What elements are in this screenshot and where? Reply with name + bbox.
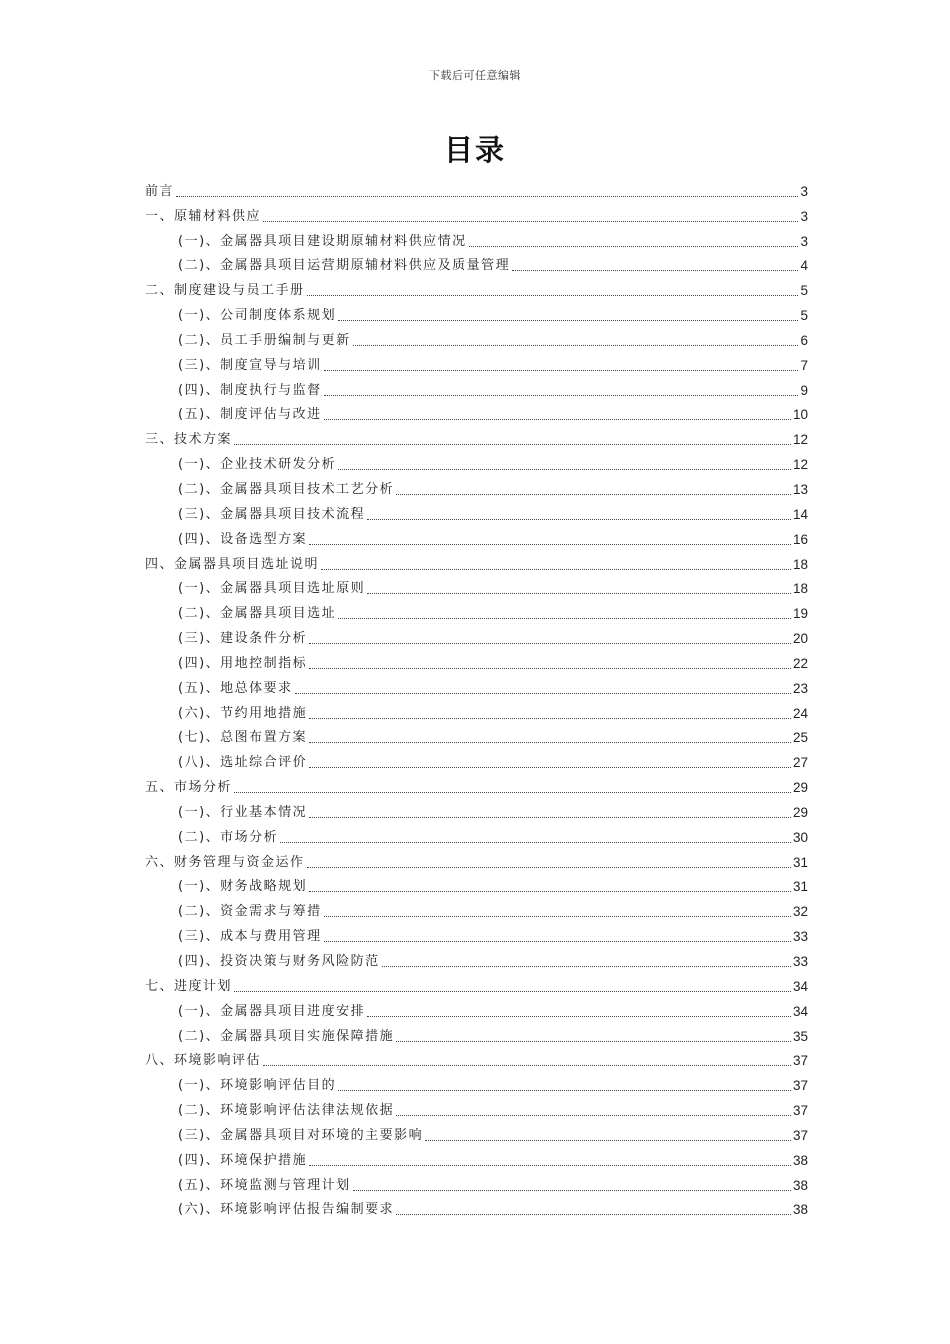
- toc-entry-page-number: 31: [792, 854, 808, 870]
- toc-dot-leader: [234, 991, 791, 992]
- toc-dot-leader: [324, 916, 791, 917]
- toc-entry[interactable]: [145, 175, 808, 200]
- toc-entry-page-number: 7: [800, 357, 808, 373]
- toc-entry-text: (二)、金属器具项目实施保障措施: [178, 1028, 395, 1044]
- toc-entry-text: 三、技术方案: [145, 432, 233, 448]
- toc-entry-page-number: 18: [792, 556, 808, 572]
- toc-dot-leader: [176, 196, 798, 197]
- toc-entry-page-number: 4: [800, 258, 808, 274]
- toc-entry[interactable]: [145, 622, 808, 647]
- header-note: 下载后可任意编辑: [429, 69, 521, 82]
- toc-entry-text: (二)、员工手册编制与更新: [178, 332, 351, 348]
- toc-entry[interactable]: [145, 846, 808, 871]
- toc-entry[interactable]: [145, 1094, 808, 1119]
- toc-entry-page-number: 13: [792, 481, 808, 497]
- toc-entry-page-number: 37: [792, 1127, 808, 1143]
- toc-dot-leader: [309, 742, 791, 743]
- toc-entry[interactable]: [145, 1045, 808, 1070]
- toc-entry-text: (二)、资金需求与筹措: [178, 904, 322, 920]
- toc-dot-leader: [309, 1165, 791, 1166]
- toc-entry-text: (四)、制度执行与监督: [178, 382, 322, 398]
- toc-entry-page-number: 38: [792, 1152, 808, 1168]
- toc-entry-text: (二)、市场分析: [178, 829, 279, 845]
- toc-entry-text: 一、原辅材料供应: [145, 208, 262, 224]
- toc-entry-page-number: 5: [800, 283, 808, 299]
- toc-entry-text: 七、进度计划: [145, 978, 233, 994]
- toc-entry-page-number: 38: [792, 1202, 808, 1218]
- toc-entry-page-number: 37: [792, 1053, 808, 1069]
- toc-entry[interactable]: [145, 374, 808, 399]
- toc-dot-leader: [396, 494, 791, 495]
- toc-dot-leader: [234, 792, 791, 793]
- toc-entry-text: 六、财务管理与资金运作: [145, 854, 305, 870]
- toc-entry[interactable]: [145, 349, 808, 374]
- toc-dot-leader: [307, 295, 799, 296]
- toc-entry-text: (二)、环境影响评估法律法规依据: [178, 1103, 395, 1119]
- toc-entry[interactable]: [145, 871, 808, 896]
- toc-entry[interactable]: [145, 523, 808, 548]
- toc-dot-leader: [338, 1090, 791, 1091]
- toc-entry-page-number: 5: [800, 308, 808, 324]
- toc-entry[interactable]: [145, 448, 808, 473]
- toc-entry-text: (一)、金属器具项目选址原则: [178, 581, 366, 597]
- toc-entry-text: 五、市场分析: [145, 780, 233, 796]
- toc-entry[interactable]: [145, 498, 808, 523]
- toc-dot-leader: [425, 1140, 791, 1141]
- toc-entry-text: (三)、成本与费用管理: [178, 929, 322, 945]
- toc-entry-page-number: 16: [792, 531, 808, 547]
- toc-dot-leader: [338, 320, 798, 321]
- toc-entry[interactable]: [145, 274, 808, 299]
- toc-dot-leader: [309, 718, 791, 719]
- toc-entry-text: (一)、财务战略规划: [178, 879, 308, 895]
- toc-entry-page-number: 27: [792, 755, 808, 771]
- toc-entry-page-number: 37: [792, 1103, 808, 1119]
- toc-entry-page-number: 33: [792, 929, 808, 945]
- toc-entry-text: (三)、金属器具项目对环境的主要影响: [178, 1127, 424, 1143]
- toc-dot-leader: [338, 469, 791, 470]
- toc-dot-leader: [367, 519, 791, 520]
- toc-entry-text: (五)、地总体要求: [178, 680, 293, 696]
- toc-entry-page-number: 9: [800, 382, 808, 398]
- toc-entry-text: (四)、投资决策与财务风险防范: [178, 954, 380, 969]
- toc-entry-text: 八、环境影响评估: [145, 1053, 262, 1069]
- toc-entry[interactable]: [145, 970, 808, 995]
- toc-entry[interactable]: [145, 945, 808, 970]
- toc-dot-leader: [324, 395, 799, 396]
- toc-entry-text: (三)、金属器具项目技术流程: [178, 506, 366, 522]
- toc-dot-leader: [309, 767, 791, 768]
- toc-entry[interactable]: [145, 647, 808, 672]
- toc-dot-leader: [280, 842, 791, 843]
- toc-entry-text: 四、金属器具项目选址说明: [145, 556, 320, 572]
- toc-entry-page-number: 31: [792, 879, 808, 895]
- toc-entry-page-number: 12: [792, 457, 808, 473]
- toc-entry[interactable]: [145, 225, 808, 250]
- toc-entry[interactable]: [145, 299, 808, 324]
- toc-dot-leader: [309, 544, 791, 545]
- toc-dot-leader: [512, 270, 798, 271]
- toc-entry-text: (二)、金属器具项目选址: [178, 606, 337, 622]
- toc-entry-page-number: 35: [792, 1028, 808, 1044]
- toc-entry-text: (四)、环境保护措施: [178, 1152, 308, 1168]
- toc-entry-text: (五)、环境监测与管理计划: [178, 1177, 351, 1193]
- toc-entry-page-number: 32: [792, 904, 808, 920]
- toc-entry-page-number: 24: [792, 705, 808, 721]
- toc-dot-leader: [321, 569, 791, 570]
- toc-entry-page-number: 3: [800, 208, 808, 224]
- toc-entry[interactable]: [145, 1144, 808, 1169]
- toc-entry[interactable]: [145, 1194, 808, 1219]
- toc-dot-leader: [469, 246, 799, 247]
- table-of-contents: [145, 175, 808, 1218]
- toc-entry-page-number: 37: [792, 1078, 808, 1094]
- toc-dot-leader: [309, 643, 791, 644]
- toc-entry[interactable]: [145, 895, 808, 920]
- toc-title: 目录: [443, 133, 506, 167]
- toc-entry-text: 前言: [145, 183, 175, 199]
- toc-dot-leader: [382, 966, 791, 967]
- toc-entry[interactable]: [145, 1020, 808, 1045]
- toc-dot-leader: [307, 867, 791, 868]
- toc-entry[interactable]: [145, 821, 808, 846]
- toc-entry[interactable]: [145, 597, 808, 622]
- toc-dot-leader: [324, 941, 791, 942]
- toc-entry-text: (四)、设备选型方案: [178, 531, 308, 547]
- toc-entry-page-number: 3: [800, 233, 808, 249]
- toc-entry[interactable]: [145, 548, 808, 573]
- toc-entry-text: (三)、制度宣导与培训: [178, 357, 322, 373]
- toc-entry[interactable]: [145, 697, 808, 722]
- toc-entry-text: (一)、金属器具项目进度安排: [178, 1003, 366, 1019]
- toc-entry-text: (三)、建设条件分析: [178, 631, 308, 647]
- toc-entry[interactable]: [145, 746, 808, 771]
- toc-entry-text: (一)、企业技术研发分析: [178, 457, 337, 473]
- toc-entry-page-number: 23: [792, 680, 808, 696]
- toc-dot-leader: [396, 1041, 791, 1042]
- toc-entry-page-number: 22: [792, 655, 808, 671]
- toc-entry-text: (六)、环境影响评估报告编制要求: [178, 1202, 395, 1218]
- toc-entry-text: (八)、选址综合评价: [178, 755, 308, 771]
- toc-dot-leader: [367, 1016, 791, 1017]
- toc-dot-leader: [309, 891, 791, 892]
- toc-entry-page-number: 3: [800, 183, 808, 199]
- toc-entry-page-number: 18: [792, 581, 808, 597]
- toc-entry-page-number: 10: [792, 407, 808, 423]
- toc-dot-leader: [309, 817, 791, 818]
- toc-entry[interactable]: [145, 423, 808, 448]
- toc-entry-page-number: 34: [792, 978, 808, 994]
- toc-entry-page-number: 19: [792, 606, 808, 622]
- toc-entry[interactable]: [145, 672, 808, 697]
- toc-entry-page-number: 34: [792, 1003, 808, 1019]
- toc-entry[interactable]: [145, 1069, 808, 1094]
- toc-entry[interactable]: [145, 995, 808, 1020]
- toc-entry-text: (五)、制度评估与改进: [178, 407, 322, 423]
- toc-entry-text: (二)、金属器具项目技术工艺分析: [178, 481, 395, 497]
- toc-dot-leader: [309, 668, 791, 669]
- toc-entry-page-number: 38: [792, 1177, 808, 1193]
- toc-entry-page-number: 20: [792, 631, 808, 647]
- toc-dot-leader: [353, 1190, 791, 1191]
- toc-dot-leader: [263, 221, 798, 222]
- toc-entry-text: (一)、金属器具项目建设期原辅材料供应情况: [178, 233, 467, 249]
- toc-entry-page-number: 12: [792, 432, 808, 448]
- toc-entry[interactable]: [145, 250, 808, 275]
- toc-entry-text: 二、制度建设与员工手册: [145, 283, 305, 299]
- toc-entry[interactable]: [145, 796, 808, 821]
- toc-entry-page-number: 6: [800, 332, 808, 348]
- toc-dot-leader: [353, 345, 799, 346]
- toc-dot-leader: [396, 1115, 791, 1116]
- toc-entry[interactable]: [145, 473, 808, 498]
- toc-entry-page-number: 30: [792, 829, 808, 845]
- toc-entry[interactable]: [145, 573, 808, 598]
- toc-entry-page-number: 14: [792, 506, 808, 522]
- toc-entry-page-number: 29: [792, 804, 808, 820]
- toc-dot-leader: [295, 693, 791, 694]
- toc-entry-page-number: 25: [792, 730, 808, 746]
- toc-dot-leader: [263, 1065, 791, 1066]
- toc-dot-leader: [367, 593, 791, 594]
- toc-entry[interactable]: [145, 771, 808, 796]
- toc-dot-leader: [324, 419, 791, 420]
- toc-entry[interactable]: [145, 920, 808, 945]
- toc-entry-text: (二)、金属器具项目运营期原辅材料供应及质量管理: [178, 258, 511, 274]
- toc-dot-leader: [338, 618, 791, 619]
- toc-dot-leader: [234, 444, 791, 445]
- toc-entry[interactable]: [145, 200, 808, 225]
- toc-entry-text: (七)、总图布置方案: [178, 730, 308, 746]
- toc-entry[interactable]: [145, 1119, 808, 1144]
- toc-dot-leader: [324, 370, 799, 371]
- toc-entry-text: (一)、环境影响评估目的: [178, 1078, 337, 1094]
- toc-entry-page-number: 33: [792, 954, 808, 969]
- toc-entry[interactable]: [145, 399, 808, 424]
- toc-entry-page-number: 29: [792, 780, 808, 796]
- toc-entry[interactable]: [145, 1169, 808, 1194]
- toc-entry-text: (六)、节约用地措施: [178, 705, 308, 721]
- toc-entry[interactable]: [145, 324, 808, 349]
- toc-dot-leader: [396, 1214, 791, 1215]
- toc-entry-text: (一)、行业基本情况: [178, 804, 308, 820]
- toc-entry-text: (四)、用地控制指标: [178, 655, 308, 671]
- toc-entry-text: (一)、公司制度体系规划: [178, 308, 337, 324]
- toc-entry[interactable]: [145, 722, 808, 747]
